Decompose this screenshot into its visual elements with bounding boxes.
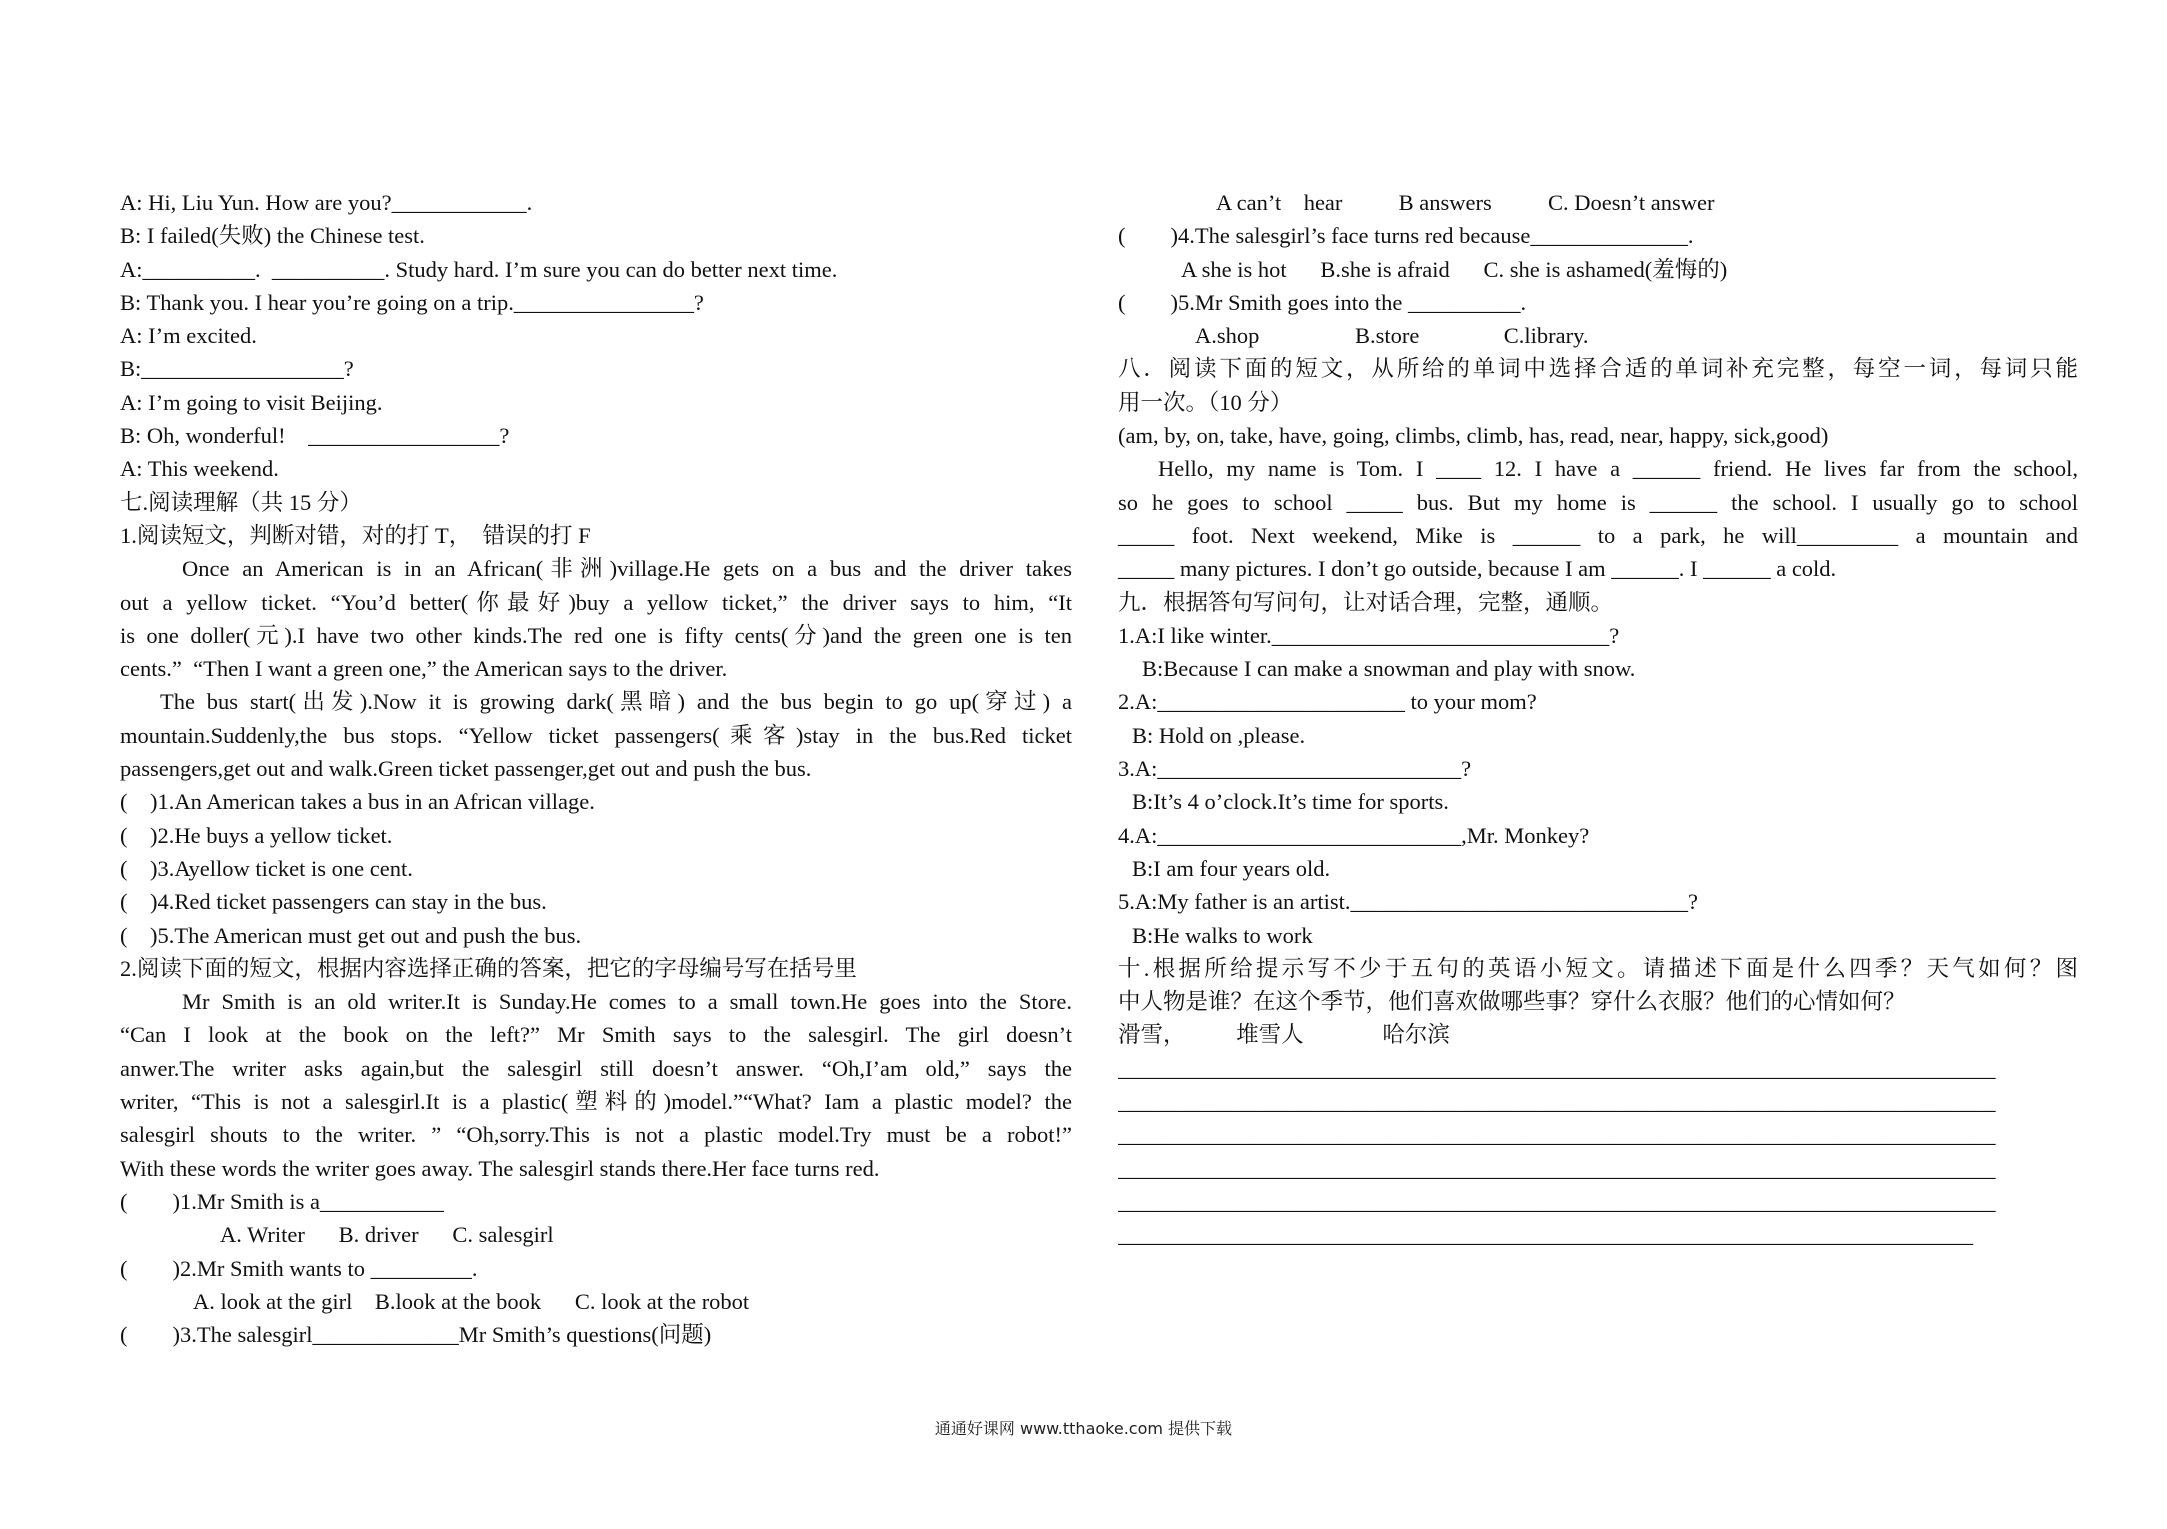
passage-line: The bus start(出发).Now it is growing dark(黑暗) and the bus begin to go up(穿过) a [160,689,1072,715]
passage-line: cents.” “Then I want a green one,” the American says to the driver. [120,656,728,682]
section-heading: 用一次。（10 分） [1118,389,1293,415]
question-line: ( )4.Red ticket passengers can stay in the bus. [120,889,547,915]
passage-line: out a yellow ticket. “You’d better(你最好)buy a yellow ticket,” the driver says to him, “It [120,589,1072,615]
question-line: ( )1.Mr Smith is a___________ [120,1188,444,1214]
section-heading: 十.根据所给提示写不少于五句的英语小短文。请描述下面是什么四季？天气如何？图 [1118,955,2078,981]
question-line: ( )2.Mr Smith wants to _________. [120,1255,478,1281]
dialogue-line: A: This weekend. [120,456,279,482]
passage-line: “Can I look at the book on the left?” Mr Smith says to the salesgirl. The girl doesn’t [120,1022,1072,1048]
writing-line: ______________________________________________________________________________ [1118,1055,1996,1081]
writing-line: ______________________________________________________________________________ [1118,1122,1996,1148]
left-column [120,186,1072,1351]
passage-line: is one doller(元).I have two other kinds.The red one is fifty cents(分)and the green one is ten [120,622,1072,648]
hint-words: 滑雪， 堆雪人 哈尔滨 [1118,1022,1450,1048]
passage-line: salesgirl shouts to the writer. ” “Oh,sorry.This is not a plastic model.Try must be a robot!” [120,1122,1072,1148]
passage-line: writer, “This is not a salesgirl.It is a plastic(塑料的)model.”“What? Iam a plastic model? the [120,1089,1072,1115]
options-line: A can’t hear B answers C. Doesn’t answer [1216,190,1715,215]
question-line: ( )2.He buys a yellow ticket. [120,822,393,848]
writing-line: ____________________________________________________________________________ [1118,1222,1973,1248]
question-line: 2.A:______________________ to your mom? [1118,689,1537,715]
passage-line: passengers,get out and walk.Green ticket passenger,get out and push the bus. [120,756,812,782]
passage-line: anwer.The writer asks again,but the salesgirl still doesn’t answer. “Oh,I’am old,” says the [120,1055,1072,1081]
question-line: 3.A:___________________________? [1118,756,1472,782]
question-line: ( )5.The American must get out and push the bus. [120,922,582,948]
question-line: ( )1.An American takes a bus in an African village. [120,789,595,815]
question-line: ( )4.The salesgirl’s face turns red because______________. [1118,223,1694,249]
passage-line: so he goes to school _____ bus. But my home is ______ the school. I usually go to school [1118,489,2078,515]
dialogue-line: B: Oh, wonderful! _________________? [120,423,510,449]
section-heading: 八．阅读下面的短文，从所给的单词中选择合适的单词补充完整，每空一词，每词只能 [1118,356,2078,382]
question-line: ( )3.The salesgirl_____________Mr Smith’s questions(问题) [120,1322,712,1348]
options-line: A. look at the girl B.look at the book C. look at the robot [193,1288,750,1314]
answer-line: B: Hold on ,please. [1132,722,1306,748]
dialogue-line: B: I failed(失败) the Chinese test. [120,223,425,249]
passage-line: Mr Smith is an old writer.It is Sunday.He comes to a small town.He goes into the Store. [182,989,1072,1015]
instruction-line: 中人物是谁？在这个季节，他们喜欢做哪些事？穿什么衣服？他们的心情如何？ [1118,989,1906,1015]
options-line: A.shop B.store C.library. [1195,323,1589,349]
instruction-line: 2.阅读下面的短文，根据内容选择正确的答案，把它的字母编号写在括号里 [120,955,857,981]
options-line: A. Writer B. driver C. salesgirl [220,1222,554,1248]
writing-line: ______________________________________________________________________________ [1118,1155,1996,1181]
dialogue-line: A: I’m going to visit Beijing. [120,389,383,415]
writing-line: ______________________________________________________________________________ [1118,1089,1996,1115]
page-footer: 通通好课网 www.tthaoke.com 提供下载 [934,1419,1233,1438]
word-bank: (am, by, on, take, have, going, climbs, climb, has, read, near, happy, sick,good) [1118,423,1829,449]
answer-line: B:It’s 4 o’clock.It’s time for sports. [1132,789,1449,815]
question-line: 5.A:My father is an artist.______________________________? [1118,889,1698,915]
dialogue-line: B:__________________? [120,356,354,382]
options-line: A she is hot B.she is afraid C. she is ashamed(羞悔的) [1181,256,1728,282]
passage-line: _____ foot. Next weekend, Mike is ______ to a park, he will_________ a mountain and [1118,522,2078,548]
passage-line: mountain.Suddenly,the bus stops. “Yellow ticket passengers(乘客)stay in the bus.Red ticket [120,722,1072,748]
section-heading: 九．根据答句写问句，让对话合理，完整，通顺。 [1118,589,1614,615]
passage-line: With these words the writer goes away. The salesgirl stands there.Her face turns red. [120,1155,880,1181]
section-heading: 七.阅读理解（共 15 分） [120,489,362,515]
question-line: ( )5.Mr Smith goes into the __________. [1118,289,1527,315]
question-line: ( )3.Ayellow ticket is one cent. [120,855,413,881]
passage-line: Hello, my name is Tom. I ____ 12. I have a ______ friend. He lives far from the school, [1158,456,2078,482]
dialogue-line: B: Thank you. I hear you’re going on a trip.________________? [120,289,704,315]
question-line: 4.A:___________________________,Mr. Monkey? [1118,822,1590,848]
dialogue-line: A: I’m excited. [120,323,257,349]
instruction-line: 1.阅读短文，判断对错，对的打 T， 错误的打 F [120,522,591,548]
answer-line: B:I am four years old. [1132,855,1331,881]
passage-line: _____ many pictures. I don’t go outside, because I am ______. I ______ a cold. [1118,556,1837,582]
answer-line: B:Because I can make a snowman and play with snow. [1142,656,1636,682]
passage-line: Once an American is in an African(非洲)village.He gets on a bus and the driver takes [182,556,1072,582]
question-line: 1.A:I like winter.______________________________? [1118,622,1620,648]
right-column [1118,186,2078,1252]
answer-line: B:He walks to work [1132,922,1313,948]
dialogue-line: A:__________. __________. Study hard. I’m sure you can do better next time. [120,256,838,282]
writing-line: ______________________________________________________________________________ [1118,1188,1996,1214]
dialogue-line: A: Hi, Liu Yun. How are you?____________. [120,190,533,215]
